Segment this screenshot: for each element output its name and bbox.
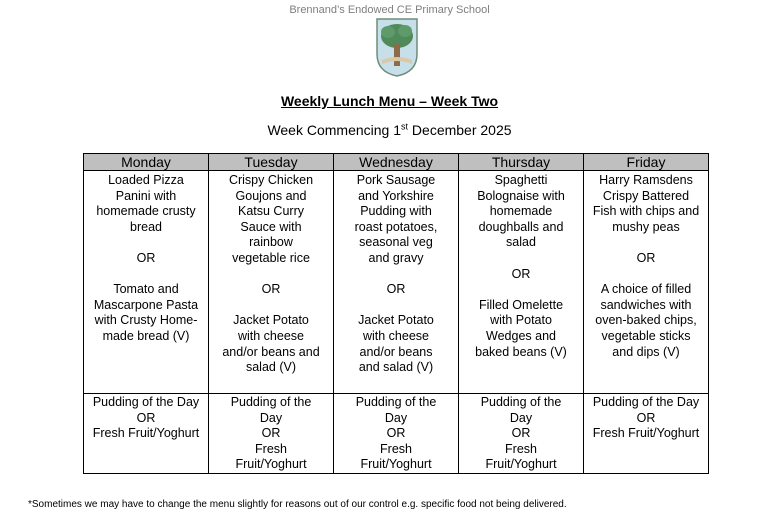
menu-line: Fish with chips and bbox=[592, 204, 700, 219]
pudding-line: Pudding of the Day bbox=[592, 395, 700, 409]
pudding-line: Fruit/Yoghurt bbox=[360, 457, 432, 472]
menu-line: with Crusty Home- bbox=[94, 313, 198, 328]
menu-line bbox=[211, 298, 331, 314]
menu-line: OR bbox=[261, 282, 281, 297]
menu-line bbox=[336, 298, 456, 314]
menu-line: Mascarpone Pasta bbox=[93, 297, 199, 312]
pudding-line: Fresh bbox=[505, 441, 537, 456]
pudding-line: Pudding of the bbox=[480, 395, 562, 409]
column-header: Thursday bbox=[459, 154, 584, 171]
menu-line: homemade bbox=[489, 204, 553, 219]
page-title: Weekly Lunch Menu – Week Two bbox=[280, 93, 499, 109]
pudding-line: Pudding of the Day bbox=[92, 395, 200, 409]
menu-line: A choice of filled bbox=[600, 282, 692, 297]
week-commencing-prefix: Week Commencing 1 bbox=[267, 122, 402, 138]
pudding-line: Fresh bbox=[255, 441, 287, 456]
menu-line: oven-baked chips, bbox=[595, 313, 697, 328]
menu-line: roast potatoes, bbox=[354, 219, 438, 234]
column-header: Monday bbox=[84, 154, 209, 171]
menu-line: Tomato and bbox=[113, 282, 179, 297]
menu-line: OR bbox=[386, 282, 406, 297]
menu-line: mushy peas bbox=[612, 219, 680, 234]
main-course-cell bbox=[84, 171, 209, 394]
menu-line: Pork Sausage bbox=[356, 173, 436, 187]
menu-line: Harry Ramsdens bbox=[599, 173, 693, 187]
pudding-line: Fruit/Yoghurt bbox=[485, 457, 557, 472]
menu-line: Panini with bbox=[115, 188, 177, 203]
column-header: Tuesday bbox=[209, 154, 334, 171]
menu-line bbox=[86, 235, 206, 251]
week-commencing bbox=[0, 122, 779, 138]
pudding-row bbox=[84, 394, 709, 474]
menu-line bbox=[336, 267, 456, 283]
week-commencing-suffix: December 2025 bbox=[408, 122, 512, 138]
menu-line: Bolognaise with bbox=[477, 188, 565, 203]
menu-line: doughballs and bbox=[478, 219, 564, 234]
menu-line: Filled Omelette bbox=[478, 297, 564, 312]
menu-line bbox=[211, 267, 331, 283]
pudding-line: Fresh bbox=[380, 441, 412, 456]
main-course-cell bbox=[334, 171, 459, 394]
menu-line: and gravy bbox=[368, 250, 424, 265]
column-header: Friday bbox=[584, 154, 709, 171]
pudding-cell bbox=[84, 394, 209, 474]
menu-line: OR bbox=[511, 266, 531, 281]
menu-line: rainbow bbox=[249, 235, 293, 250]
menu-line: Jacket Potato bbox=[233, 313, 309, 328]
menu-line: made bread (V) bbox=[102, 328, 190, 343]
menu-line: Crispy Battered bbox=[602, 188, 690, 203]
menu-line bbox=[86, 267, 206, 283]
menu-line: with cheese bbox=[362, 328, 429, 343]
main-course-cell bbox=[584, 171, 709, 394]
menu-line: with Potato bbox=[490, 313, 552, 328]
menu-line: vegetable rice bbox=[232, 250, 310, 265]
menu-line: homemade crusty bbox=[96, 204, 196, 219]
pudding-line: Day bbox=[509, 410, 533, 425]
menu-line: and dips (V) bbox=[612, 344, 680, 359]
week-commencing-ordinal: st bbox=[401, 121, 409, 132]
pudding-line: Fruit/Yoghurt bbox=[235, 457, 307, 472]
menu-line: salad bbox=[506, 235, 536, 250]
pudding-line: OR bbox=[261, 426, 281, 441]
menu-line: Crispy Chicken bbox=[228, 173, 314, 187]
pudding-line: OR bbox=[136, 410, 156, 425]
menu-line: and salad (V) bbox=[358, 360, 434, 375]
menu-line bbox=[586, 235, 706, 251]
school-crest-icon bbox=[374, 16, 420, 78]
menu-line bbox=[461, 251, 581, 267]
pudding-cell bbox=[584, 394, 709, 474]
pudding-line: Day bbox=[259, 410, 283, 425]
pudding-line: Fresh Fruit/Yoghurt bbox=[92, 426, 200, 441]
pudding-line: OR bbox=[636, 410, 656, 425]
menu-line: Katsu Curry bbox=[238, 204, 304, 219]
menu-line: baked beans (V) bbox=[475, 344, 567, 359]
menu-line: with cheese bbox=[237, 328, 304, 343]
menu-line: vegetable sticks bbox=[601, 328, 691, 343]
table-header-row bbox=[84, 154, 709, 171]
main-course-row bbox=[84, 171, 709, 394]
menu-line: sandwiches with bbox=[600, 297, 692, 312]
pudding-line: Pudding of the bbox=[230, 395, 312, 409]
menu-line bbox=[461, 282, 581, 298]
menu-line: Sauce with bbox=[240, 219, 302, 234]
menu-line: salad (V) bbox=[245, 360, 297, 375]
menu-line: Goujons and bbox=[235, 188, 307, 203]
pudding-cell bbox=[209, 394, 334, 474]
menu-line: Spaghetti bbox=[494, 173, 548, 187]
menu-line: and/or beans and bbox=[222, 344, 320, 359]
lunch-menu-table bbox=[83, 153, 709, 474]
school-name: Brennand’s Endowed CE Primary School bbox=[289, 4, 490, 16]
main-course-cell bbox=[209, 171, 334, 394]
menu-line: OR bbox=[636, 250, 656, 265]
menu-line: seasonal veg bbox=[359, 235, 433, 250]
pudding-line: OR bbox=[511, 426, 531, 441]
menu-line: OR bbox=[136, 250, 156, 265]
pudding-line: Pudding of the bbox=[355, 395, 437, 409]
pudding-cell bbox=[334, 394, 459, 474]
menu-line: Pudding with bbox=[360, 204, 432, 219]
pudding-cell bbox=[459, 394, 584, 474]
menu-line: and Yorkshire bbox=[358, 188, 434, 203]
menu-line: Jacket Potato bbox=[358, 313, 434, 328]
menu-line: Wedges and bbox=[486, 328, 556, 343]
menu-line: Loaded Pizza bbox=[108, 173, 184, 187]
main-course-cell bbox=[459, 171, 584, 394]
menu-line: bread bbox=[130, 219, 162, 234]
pudding-line: OR bbox=[386, 426, 406, 441]
column-header: Wednesday bbox=[334, 154, 459, 171]
menu-line: and/or beans bbox=[359, 344, 433, 359]
pudding-line: Fresh Fruit/Yoghurt bbox=[592, 426, 700, 441]
pudding-line: Day bbox=[384, 410, 408, 425]
menu-line bbox=[586, 267, 706, 283]
footnote: *Sometimes we may have to change the menu slightly for reasons out of our control e.g. specific food not being delivered. bbox=[28, 499, 567, 510]
